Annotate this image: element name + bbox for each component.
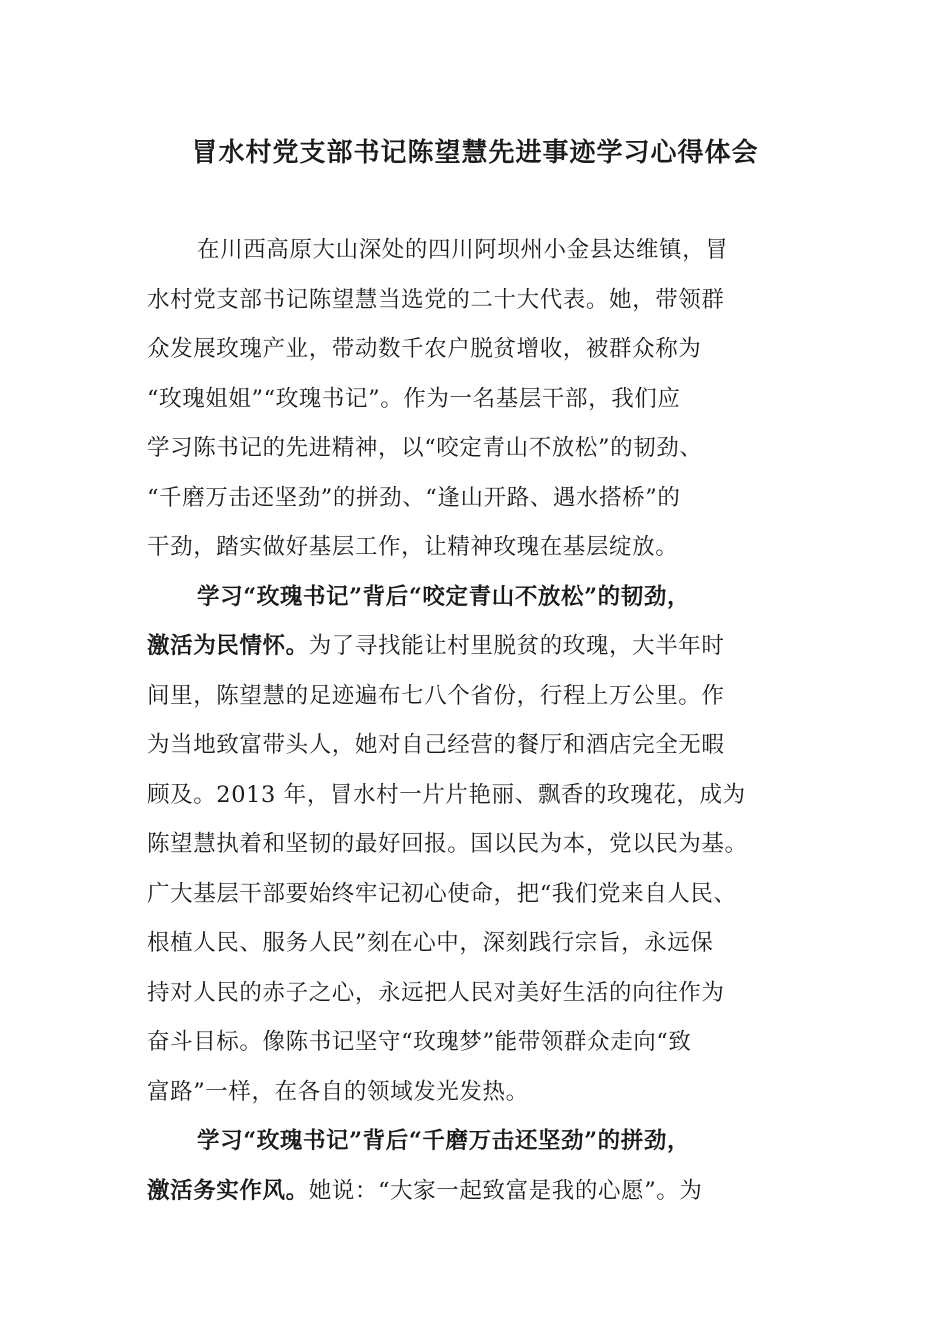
paragraph-line xyxy=(147,1167,807,1217)
document-title: 冒水村党支部书记陈望慧先进事迹学习心得体会 xyxy=(191,138,759,168)
paragraph-line: 干劲，踏实做好基层工作，让精神玫瑰在基层绽放。 xyxy=(147,534,679,560)
section-heading-end: 激活为民情怀。 xyxy=(147,633,309,659)
paragraph-line: “千磨万击还坚劲”的拼劲、“逢山开路、遇水搭桥”的 xyxy=(147,484,681,511)
paragraph-line: “玫瑰姐姐”“玫瑰书记”。作为一名基层干部，我们应 xyxy=(147,385,681,412)
paragraph-line: 顾及。2013 年，冒水村一片片艳丽、飘香的玫瑰花，成为 xyxy=(147,781,746,808)
paragraph-line: 奋斗目标。像陈书记坚守“玫瑰梦”能带领群众走向“致 xyxy=(147,1029,692,1055)
paragraph-line: 间里，陈望慧的足迹遍布七八个省份，行程上万公里。作 xyxy=(147,682,725,709)
paragraph-text: 她说：“大家一起致富是我的心愿”。为 xyxy=(308,1177,703,1204)
paragraph-line: 富路”一样，在各自的领域发光发热。 xyxy=(147,1078,529,1105)
paragraph-line: 为当地致富带头人，她对自己经营的餐厅和酒店完全无暇 xyxy=(147,732,725,758)
section-heading: 学习“玫瑰书记”背后“千磨万击还坚劲”的拼劲， xyxy=(197,1128,691,1154)
paragraph-line: 在川西高原大山深处的四川阿坝州小金县达维镇，冒 xyxy=(197,237,729,263)
paragraph-line: 陈望慧执着和坚韧的最好回报。国以民为本，党以民为基。 xyxy=(147,831,748,857)
paragraph-line: 学习陈书记的先进精神，以“咬定青山不放松”的韧劲、 xyxy=(147,435,703,461)
paragraph-line: 广大基层干部要始终牢记初心使命，把“我们党来自人民、 xyxy=(147,880,737,907)
section-heading: 学习“玫瑰书记”背后“咬定青山不放松”的韧劲， xyxy=(197,583,691,610)
paragraph-line: 持对人民的赤子之心，永远把人民对美好生活的向往作为 xyxy=(147,979,725,1006)
paragraph-text: 为了寻找能让村里脱贫的玫瑰，大半年时 xyxy=(308,633,725,659)
paragraph-line: 根植人民、服务人民”刻在心中，深刻践行宗旨，永远保 xyxy=(147,930,714,956)
paragraph-line: 众发展玫瑰产业，带动数千农户脱贫增收，被群众称为 xyxy=(147,336,702,362)
paragraph-line: 水村党支部书记陈望慧当选党的二十大代表。她，带领群 xyxy=(147,286,725,313)
document-body xyxy=(147,226,807,1216)
section-heading-end: 激活务实作风。 xyxy=(147,1177,309,1204)
paragraph-line xyxy=(147,622,807,672)
